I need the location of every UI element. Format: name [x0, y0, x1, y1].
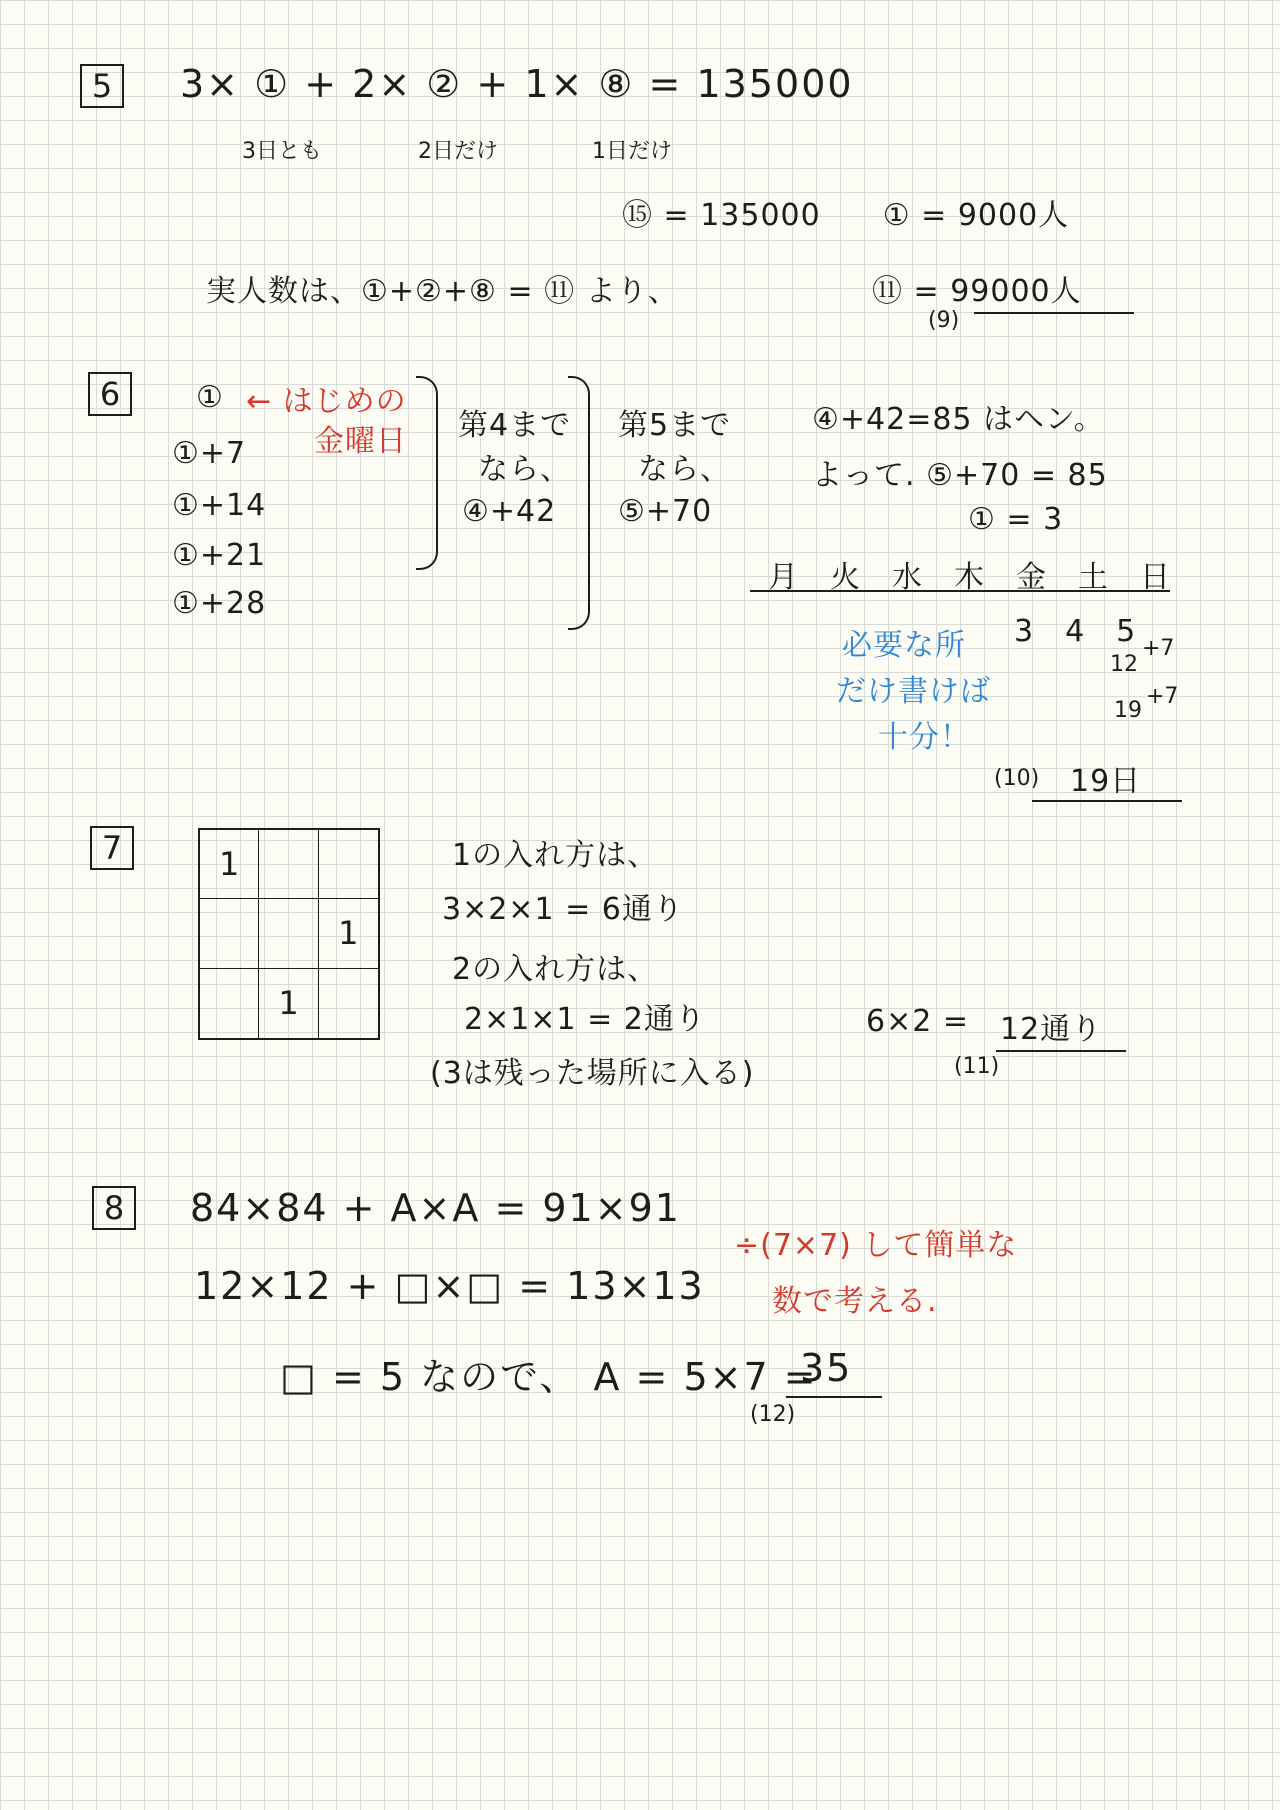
- problem-7-line-2: 3×2×1 = 6通り: [442, 892, 684, 927]
- problem-6-calendar-rule: [750, 590, 1170, 592]
- problem-5-number: 5: [80, 64, 124, 108]
- problem-5-equation: 3× ① + 2× ② + 1× ⑧ = 135000: [180, 62, 854, 106]
- problem-6-until-4-value: ④+42: [462, 494, 557, 529]
- problem-7-line-1: 1の入れ方は、: [452, 838, 659, 873]
- problem-6-until-5-label-2: なら、: [638, 452, 731, 487]
- problem-5-answer: ⑪ = 99000人: [872, 274, 1082, 309]
- problem-6-date-19: 19: [1114, 698, 1142, 723]
- problem-7-line-4: 2×1×1 = 2通り: [464, 1002, 706, 1037]
- problem-6-row-3: ①+14: [172, 488, 267, 523]
- problem-6-answer-label: (10): [994, 766, 1040, 791]
- problem-5-answer-label: (9): [928, 308, 960, 333]
- problem-6-number: 6: [88, 372, 132, 416]
- problem-6-dates: 3 4 5: [1014, 614, 1137, 649]
- problem-6-note-2: だけ書けば: [836, 674, 991, 709]
- grid-cell: [200, 969, 259, 1038]
- problem-6-thus: よって. ⑤+70 = 85: [812, 458, 1108, 493]
- problem-6-until-5-label: 第5まで: [618, 408, 732, 443]
- problem-6-first-friday-note-2: 金曜日: [314, 424, 407, 459]
- problem-6-brace-2: [568, 376, 590, 630]
- problem-6-check: ④+42=85 はヘン。: [812, 402, 1105, 437]
- problem-6-note-3: 十分！: [878, 720, 971, 755]
- problem-6-note-1: 必要な所: [842, 628, 966, 663]
- problem-5-answer-underline: [974, 312, 1134, 314]
- problem-8-answer-underline: [786, 1396, 882, 1398]
- grid-cell: 1: [200, 830, 259, 899]
- problem-5-line-3: 実人数は、①+②+⑧ = ⑪ より、: [206, 274, 679, 309]
- grid-cell: [200, 899, 259, 968]
- problem-6-one: ① = 3: [968, 502, 1064, 537]
- problem-6-plus7-a: +7: [1142, 636, 1175, 661]
- problem-5-label-one-day: 1日だけ: [592, 139, 672, 164]
- problem-6-until-4-label: 第4まで: [458, 408, 572, 443]
- problem-6-brace-1: [416, 376, 438, 570]
- problem-8-note-2: 数で考える.: [772, 1284, 938, 1319]
- problem-7-line-5: (3は残った場所に入る): [430, 1056, 755, 1091]
- problem-6-plus7-b: +7: [1146, 684, 1179, 709]
- problem-7-number: 7: [90, 826, 134, 870]
- problem-8-answer: 35: [800, 1346, 853, 1390]
- problem-5-label-all-days: 3日とも: [242, 139, 322, 164]
- problem-6-row-2: ①+7: [172, 436, 247, 471]
- grid-cell: [259, 830, 318, 899]
- grid-cell: 1: [319, 899, 378, 968]
- problem-5-label-two-days: 2日だけ: [418, 139, 498, 164]
- problem-8-line-3: □ = 5 なので、 A = 5×7 =: [280, 1355, 818, 1399]
- problem-8-answer-label: (12): [750, 1402, 796, 1427]
- grid-cell: [319, 969, 378, 1038]
- problem-6-answer: 19日: [1070, 764, 1142, 799]
- problem-6-first-friday-note: ← はじめの: [246, 384, 407, 419]
- problem-7-grid: [198, 828, 380, 1040]
- grid-cell: 1: [259, 969, 318, 1038]
- grid-cell: [319, 830, 378, 899]
- problem-6-until-4-label-2: なら、: [478, 452, 571, 487]
- problem-5-line-2: ⑮ = 135000 ① = 9000人: [622, 198, 1070, 233]
- problem-7-answer: 12通り: [1000, 1012, 1103, 1047]
- problem-8-number: 8: [92, 1186, 136, 1230]
- problem-6-row-1: ①: [196, 380, 224, 415]
- problem-6-row-4: ①+21: [172, 538, 267, 573]
- grid-cell: [259, 899, 318, 968]
- problem-6-answer-underline: [1032, 800, 1182, 802]
- problem-6-until-5-value: ⑤+70: [618, 494, 713, 529]
- problem-6-weekdays: 月 火 水 木 金 土 日: [768, 560, 1171, 595]
- problem-7-answer-label: (11): [954, 1054, 1000, 1079]
- problem-8-note-1: ÷(7×7) して簡単な: [734, 1228, 1018, 1263]
- problem-8-line-1: 84×84 + A×A = 91×91: [190, 1186, 681, 1230]
- problem-8-line-2: 12×12 + □×□ = 13×13: [194, 1264, 705, 1308]
- problem-7-answer-calc: 6×2 =: [866, 1004, 969, 1039]
- problem-6-row-5: ①+28: [172, 586, 267, 621]
- problem-7-line-3: 2の入れ方は、: [452, 952, 659, 987]
- problem-6-date-12: 12: [1110, 652, 1138, 677]
- problem-7-answer-underline: [996, 1050, 1126, 1052]
